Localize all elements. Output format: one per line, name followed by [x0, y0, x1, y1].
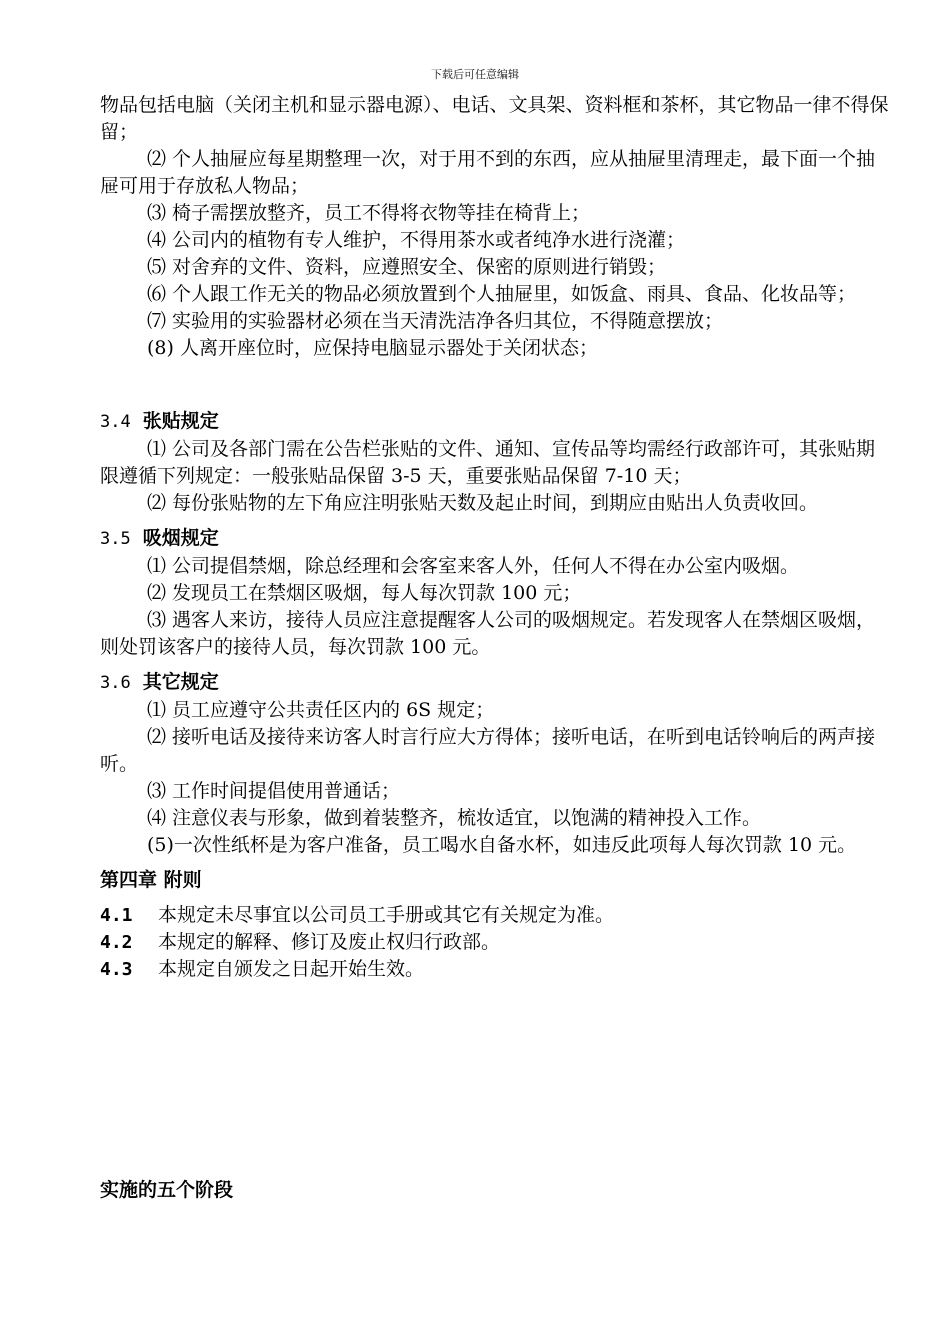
- article-item: [100, 902, 890, 929]
- article-number: 4.3: [100, 959, 133, 980]
- section-heading-3-6: [100, 669, 890, 697]
- list-item: ⑴ 员工应遵守公共责任区内的 6S 规定；: [147, 699, 495, 721]
- page-header: 下载后可任意编辑: [431, 68, 519, 81]
- stage-heading: 实施的五个阶段: [100, 1179, 234, 1201]
- article-item: [100, 956, 890, 983]
- article-text: 本规定的解释、修订及废止权归行政部。: [158, 931, 501, 953]
- list-item: ⑸ 对舍弃的文件、资料，应遵照安全、保密的原则进行销毁；: [147, 256, 667, 278]
- article-text: 本规定自颁发之日起开始生效。: [158, 958, 425, 980]
- list-item: ⑵ 每份张贴物的左下角应注明张贴天数及起止时间，到期应由贴出人负责收回。: [147, 492, 819, 514]
- section-heading-3-5: [100, 525, 890, 553]
- list-item: ⑷ 公司内的植物有专人维护，不得用茶水或者纯净水进行浇灌；: [147, 229, 686, 251]
- section-number: 3.4: [100, 412, 131, 432]
- section-number: 3.6: [100, 673, 131, 693]
- list-item: ⑴ 公司及各部门需在公告栏张贴的文件、通知、宣传品等均需经行政部许可，其张贴期限遵循下列规定：一般张贴品保留 3-5 天，重要张贴品保留 7-10 天；: [100, 438, 876, 487]
- chapter-heading: 第四章 附则: [100, 869, 202, 891]
- list-item: ⑺ 实验用的实验器材必须在当天清洗洁净各归其位，不得随意摆放；: [147, 310, 724, 332]
- list-item: ⑹ 个人跟工作无关的物品必须放置到个人抽屉里，如饭盒、雨具、食品、化妆品等；: [147, 283, 857, 305]
- list-item: ⑷ 注意仪表与形象，做到着装整齐，梳妆适宜，以饱满的精神投入工作。: [147, 807, 762, 829]
- section-heading-3-4: [100, 408, 890, 436]
- section-number: 3.5: [100, 529, 131, 549]
- document-body: [100, 92, 890, 983]
- list-item: (5)一次性纸杯是为客户准备，员工喝水自备水杯，如违反此项每人每次罚款 10 元。: [147, 834, 857, 856]
- list-item: ⑵ 个人抽屉应每星期整理一次，对于用不到的东西，应从抽屉里清理走，最下面一个抽屉可用于存放私人物品；: [100, 148, 876, 197]
- section-title: 其它规定: [142, 671, 219, 693]
- list-item: ⑵ 接听电话及接待来访客人时言行应大方得体；接听电话，在听到电话铃响后的两声接听。: [100, 726, 876, 775]
- section-title: 张贴规定: [142, 410, 219, 432]
- list-item: ⑶ 工作时间提倡使用普通话；: [147, 780, 401, 802]
- list-item: (8) 人离开座位时，应保持电脑显示器处于关闭状态；: [147, 337, 598, 359]
- list-item: ⑶ 遇客人来访，接待人员应注意提醒客人公司的吸烟规定。若发现客人在禁烟区吸烟，则处罚该客户的接待人员，每次罚款 100 元。: [100, 609, 876, 658]
- paragraph-continuation: 物品包括电脑（关闭主机和显示器电源）、电话、文具架、资料框和茶杯，其它物品一律不得保留；: [100, 94, 889, 143]
- article-number: 4.2: [100, 932, 133, 953]
- list-item: ⑵ 发现员工在禁烟区吸烟，每人每次罚款 100 元；: [147, 582, 582, 604]
- article-number: 4.1: [100, 905, 133, 926]
- article-item: [100, 929, 890, 956]
- list-item: ⑶ 椅子需摆放整齐，员工不得将衣物等挂在椅背上；: [147, 202, 591, 224]
- list-item: ⑴ 公司提倡禁烟，除总经理和会客室来客人外，任何人不得在办公室内吸烟。: [147, 555, 800, 577]
- section-title: 吸烟规定: [142, 527, 219, 549]
- article-text: 本规定未尽事宜以公司员工手册或其它有关规定为准。: [158, 904, 615, 926]
